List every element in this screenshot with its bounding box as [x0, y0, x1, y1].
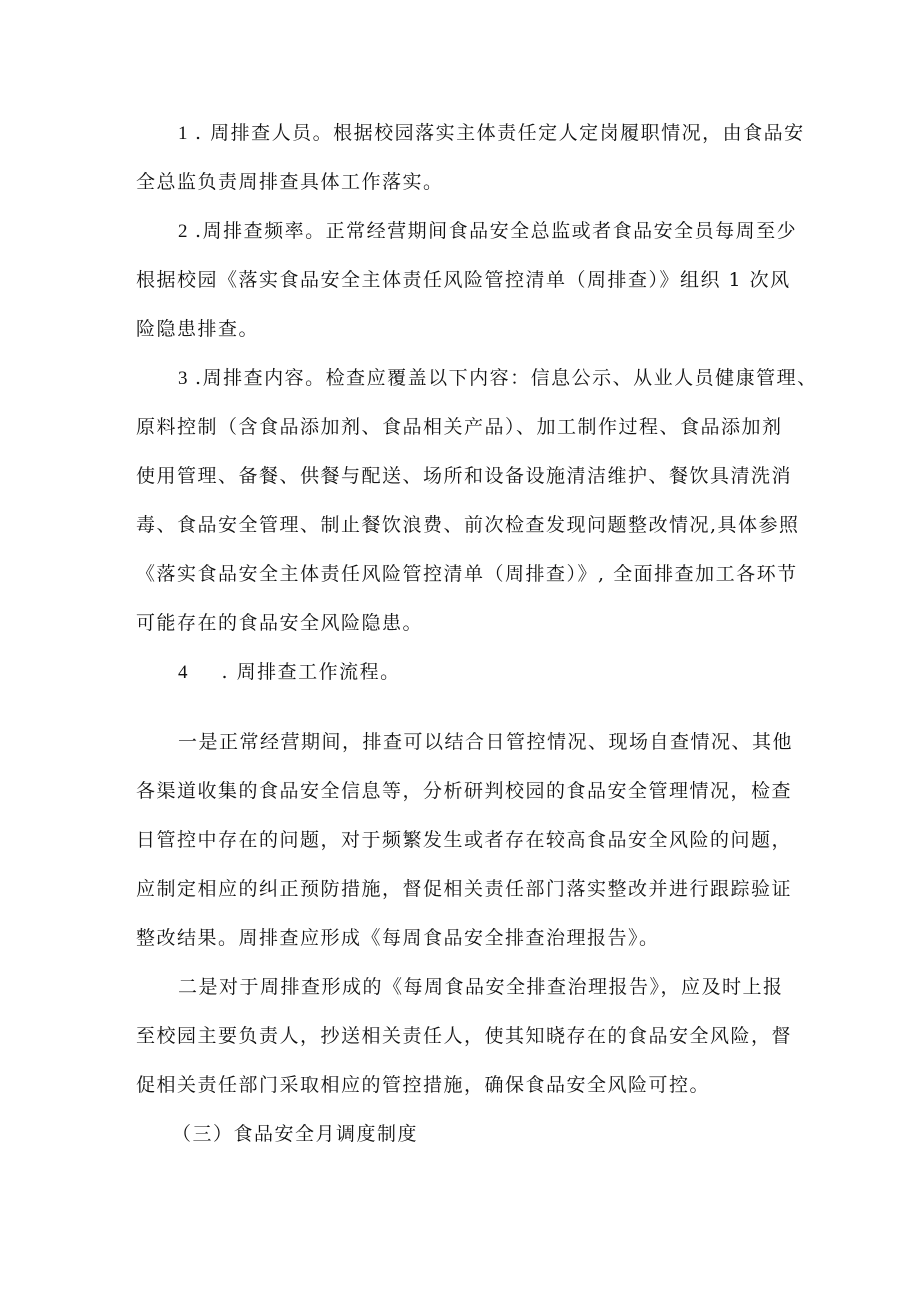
para-3-line-1: 3 .周排查内容。检查应覆盖以下内容：信息公示、从业人员健康管理、: [178, 367, 818, 389]
para-5-line-2: 各渠道收集的食品安全信息等，分析研判校园的食品安全管理情况，检查: [136, 780, 793, 802]
item-number: 3: [178, 368, 188, 389]
section-heading: （三）食品安全月调度制度: [172, 1123, 419, 1145]
para-3-line-6: 可能存在的食品安全风险隐患。: [136, 612, 424, 634]
para-5-line-3: 日管控中存在的问题，对于频繁发生或者存在较高食品安全风险的问题，: [136, 829, 793, 851]
para-3-line-4: 毒、食品安全管理、制止餐饮浪费、前次检查发现问题整改情况,具体参照: [136, 514, 800, 536]
item-number: 4: [178, 662, 188, 683]
para-3-line-3: 使用管理、备餐、供餐与配送、场所和设备设施清洁维护、餐饮具清洗消: [136, 465, 793, 487]
para-4-line-1: 4 . 周排查工作流程。: [178, 661, 401, 683]
para-5-line-1: 一是正常经营期间，排查可以结合日管控情况、现场自查情况、其他: [178, 731, 794, 753]
para-2-line-2: 根据校园《落实食品安全主体责任风险管控清单（周排查）》组织 1 次风: [136, 269, 791, 291]
item-number: 1: [178, 123, 188, 144]
para-3-line-2: 原料控制（含食品添加剂、食品相关产品）、加工制作过程、食品添加剂: [136, 416, 783, 438]
para-3-line-5: 《落实食品安全主体责任风险管控清单（周排查）》, 全面排查加工各环节: [136, 563, 798, 585]
para-1-line-1: 1 . 周排查人员。根据校园落实主体责任定人定岗履职情况，由食品安: [178, 122, 805, 144]
para-6-line-3: 促相关责任部门采取相应的管控措施，确保食品安全风险可控。: [136, 1074, 711, 1096]
para-5-line-5: 整改结果。周排查应形成《每周食品安全排查治理报告》。: [136, 927, 660, 949]
para-1-line-2: 全总监负责周排查具体工作落实。: [136, 171, 444, 193]
para-6-line-1: 二是对于周排查形成的《每周食品安全排查治理报告》，应及时上报: [178, 976, 784, 998]
item-number: 2: [178, 221, 188, 242]
para-2-line-3: 险隐患排查。: [136, 318, 260, 340]
para-6-line-2: 至校园主要负责人，抄送相关责任人，使其知晓存在的食品安全风险，督: [136, 1025, 793, 1047]
para-2-line-1: 2 .周排查频率。正常经营期间食品安全总监或者食品安全员每周至少: [178, 220, 798, 242]
para-5-line-4: 应制定相应的纠正预防措施，督促相关责任部门落实整改并进行跟踪验证: [136, 878, 793, 900]
